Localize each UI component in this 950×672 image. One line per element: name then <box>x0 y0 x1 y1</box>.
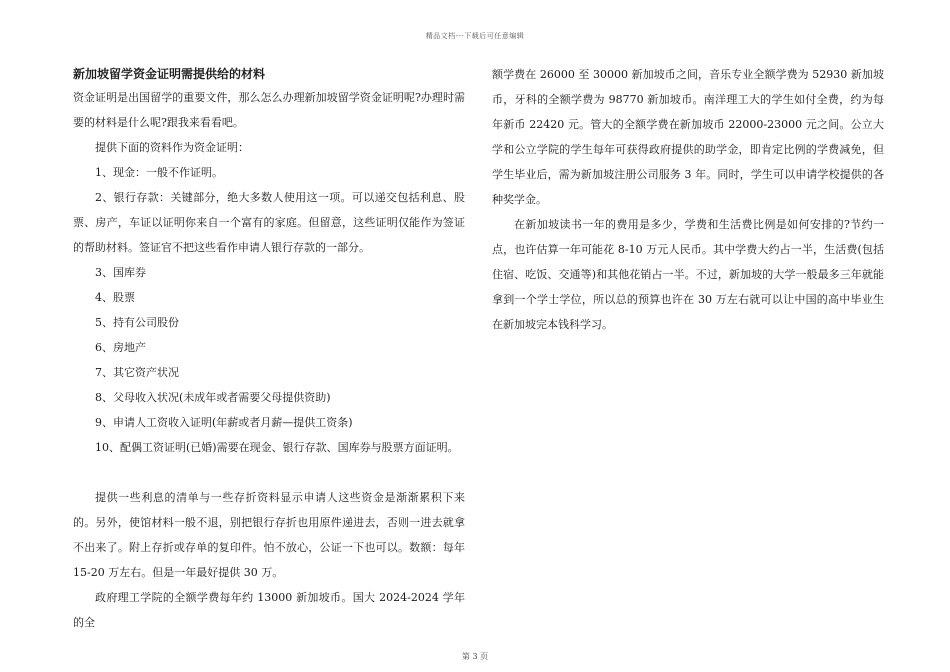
right-column <box>492 62 884 337</box>
list-item: 2、银行存款：关键部分，绝大多数人使用这一项。可以递交包括利息、股票、房产，车证以证明你来自一个富有的家庭。但留意，这些证明仅能作为签证的帮助材料。签证官不把这些看作申请人银行存款的一部分。 <box>73 191 465 254</box>
list-item: 3、国库券 <box>95 266 146 279</box>
list-item: 6、房地产 <box>95 341 146 354</box>
proof-paragraph: 提供一些利息的清单与一些存折资料显示申请人这些资金是渐渐累积下来的。另外，使馆材料一般不退，别把银行存折也用原件递进去，否则一进去就拿不出来了。附上存折或存单的复印件。怕不放心，公证一下也可以。数额：每年 15-20 万左右。但是一年最好提供 30 万。 <box>73 491 465 579</box>
fee-paragraph-start: 政府理工学院的全额学费每年约 13000 新加坡币。国大 2024-2024 学年的全 <box>73 591 465 629</box>
paragraph-spacer <box>73 460 465 485</box>
document-title: 新加坡留学资金证明需提供给的材料 <box>73 67 266 81</box>
page-header: 精品文档---下载后可任意编辑 <box>425 32 525 40</box>
cost-paragraph: 在新加坡读书一年的费用是多少，学费和生活费比例是如何安排的?节约一点，也许估算一年可能花 8-10 万元人民币。其中学费大约占一半，生活费(包括住宿、吃饭、交通等)和其他花销占一半。不过，新加坡的大学一般最多三年就能拿到一个学士学位，所以总的预算也许在 30 万左右就可以让中国的高中毕业生在新加坡完本钱科学习。 <box>492 218 884 331</box>
fee-paragraph-continued: 额学费在 26000 至 30000 新加坡币之间，音乐专业全额学费为 52930 新加坡币，牙科的全额学费为 98770 新加坡币。南洋理工大的学生如付全费，约为每年新币 22420 元。管大的全额学费在新加坡币 22000-23000 元之间。公立大学和公立学院的学生每年可获得政府提供的助学金，即肯定比例的学费减免，但学生毕业后，需为新加坡注册公司服务 3 年。同时，学生可以申请学校提供的各种奖学金。 <box>492 68 884 206</box>
lead-paragraph: 提供下面的资料作为资金证明： <box>95 141 249 154</box>
list-item: 10、配偶工资证明(已婚)需要在现金、银行存款、国库券与股票方面证明。 <box>95 441 459 454</box>
list-item: 8、父母收入状况(未成年或者需要父母提供资助) <box>95 391 331 404</box>
list-item: 1、现金：一般不作证明。 <box>95 166 223 179</box>
page-number: 第 3 页 <box>461 652 489 661</box>
list-item: 4、股票 <box>95 291 135 304</box>
list-item: 9、申请人工资收入证明(年薪或者月薪—提供工资条) <box>95 416 353 429</box>
intro-paragraph: 资金证明是出国留学的重要文件，那么怎么办理新加坡留学资金证明呢?办理时需要的材料是什么呢?跟我来看看吧。 <box>73 91 465 129</box>
list-item: 7、其它资产状况 <box>95 366 179 379</box>
left-column <box>73 62 465 635</box>
list-item: 5、持有公司股份 <box>95 316 179 329</box>
